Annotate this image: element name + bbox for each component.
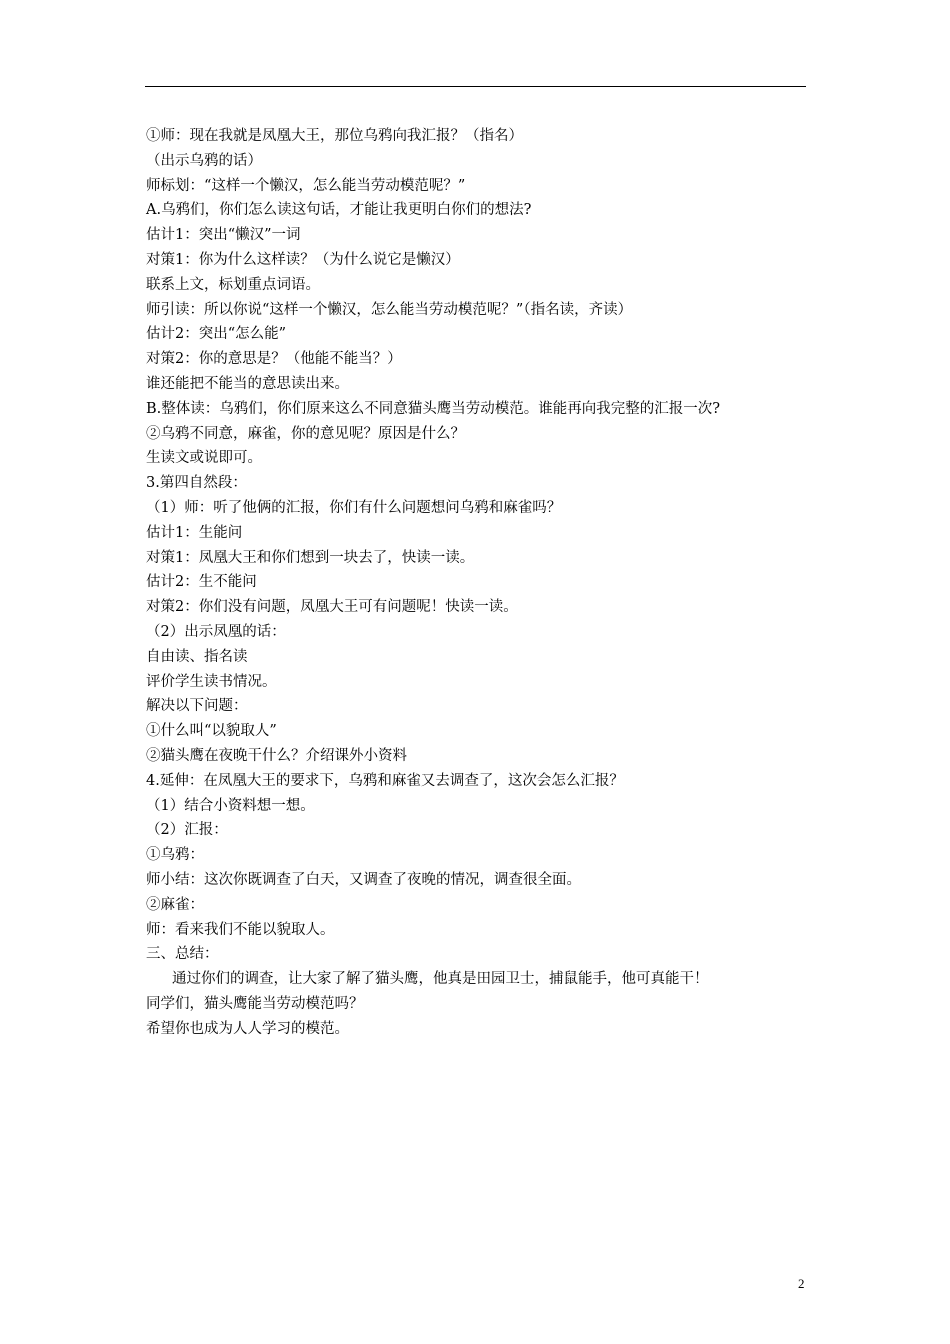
text-line: 同学们，猫头鹰能当劳动模范吗？ <box>146 995 364 1012</box>
text-line: 对策2：你的意思是？（他能不能当？） <box>146 351 402 368</box>
section-heading: 3.第四自然段： <box>146 475 247 492</box>
text-line: 师标划：“这样一个懒汉，怎么能当劳动模范呢？” <box>146 177 466 194</box>
page-number: 2 <box>798 1276 805 1291</box>
text-line: 估计2：生不能问 <box>146 574 257 591</box>
text-line: 估计1：突出“懒汉”一词 <box>146 227 301 244</box>
text-line: ①乌鸦： <box>146 847 204 864</box>
text-line: （1）结合小资料想一想。 <box>146 797 315 814</box>
text-line: ②麻雀： <box>146 896 204 913</box>
text-line: 估计2：突出“怎么能” <box>146 326 287 343</box>
text-line: 对策1：你为什么这样读？（为什么说它是懒汉） <box>146 251 460 268</box>
text-line: 师：看来我们不能以貌取人。 <box>146 921 335 938</box>
text-line: 通过你们的调查，让大家了解了猫头鹰，他真是田园卫士，捕鼠能手，他可真能干！ <box>172 971 709 988</box>
text-line: ①什么叫“以貌取人” <box>146 723 277 740</box>
text-line: 谁还能把不能当的意思读出来。 <box>146 375 349 392</box>
text-line: （出示乌鸦的话） <box>146 152 262 169</box>
text-line: （2）出示凤凰的话： <box>146 623 286 640</box>
text-line: 对策2：你们没有问题，凤凰大王可有问题呢！快读一读。 <box>146 599 518 616</box>
text-line: ②乌鸦不同意，麻雀，你的意见呢？原因是什么？ <box>146 425 465 442</box>
text-line: ②猫头鹰在夜晚干什么？介绍课外小资料 <box>146 747 407 764</box>
section-heading: 三、总结： <box>146 946 219 963</box>
text-line: 对策1：凤凰大王和你们想到一块去了，快读一读。 <box>146 549 475 566</box>
text-line: 联系上文，标划重点词语。 <box>146 276 320 293</box>
text-line: A.乌鸦们，你们怎么读这句话，才能让我更明白你们的想法? <box>146 202 532 219</box>
text-line: （1）师：听了他俩的汇报，你们有什么问题想问乌鸦和麻雀吗？ <box>146 499 562 516</box>
text-line: 评价学生读书情况。 <box>146 673 277 690</box>
text-line: 估计1：生能问 <box>146 524 243 541</box>
section-heading: 4.延伸：在凤凰大王的要求下，乌鸦和麻雀又去调查了，这次会怎么汇报？ <box>146 772 624 789</box>
header-rule <box>145 86 806 87</box>
text-line: 生读文或说即可。 <box>146 450 262 467</box>
text-line: 师小结：这次你既调查了白天，又调查了夜晚的情况，调查很全面。 <box>146 871 581 888</box>
text-line: 希望你也成为人人学习的模范。 <box>146 1020 349 1037</box>
text-line: B.整体读：乌鸦们，你们原来这么不同意猫头鹰当劳动模范。谁能再向我完整的汇报一次? <box>146 400 721 417</box>
text-line: ①师：现在我就是凤凰大王，那位乌鸦向我汇报？（指名） <box>146 128 523 144</box>
text-line: 解决以下问题： <box>146 698 248 715</box>
text-line: （2）汇报： <box>146 822 228 839</box>
text-line: 自由读、指名读 <box>146 648 248 665</box>
text-line: 师引读：所以你说“这样一个懒汉，怎么能当劳动模范呢？”（指名读，齐读） <box>146 301 633 318</box>
document-body <box>146 124 826 1041</box>
